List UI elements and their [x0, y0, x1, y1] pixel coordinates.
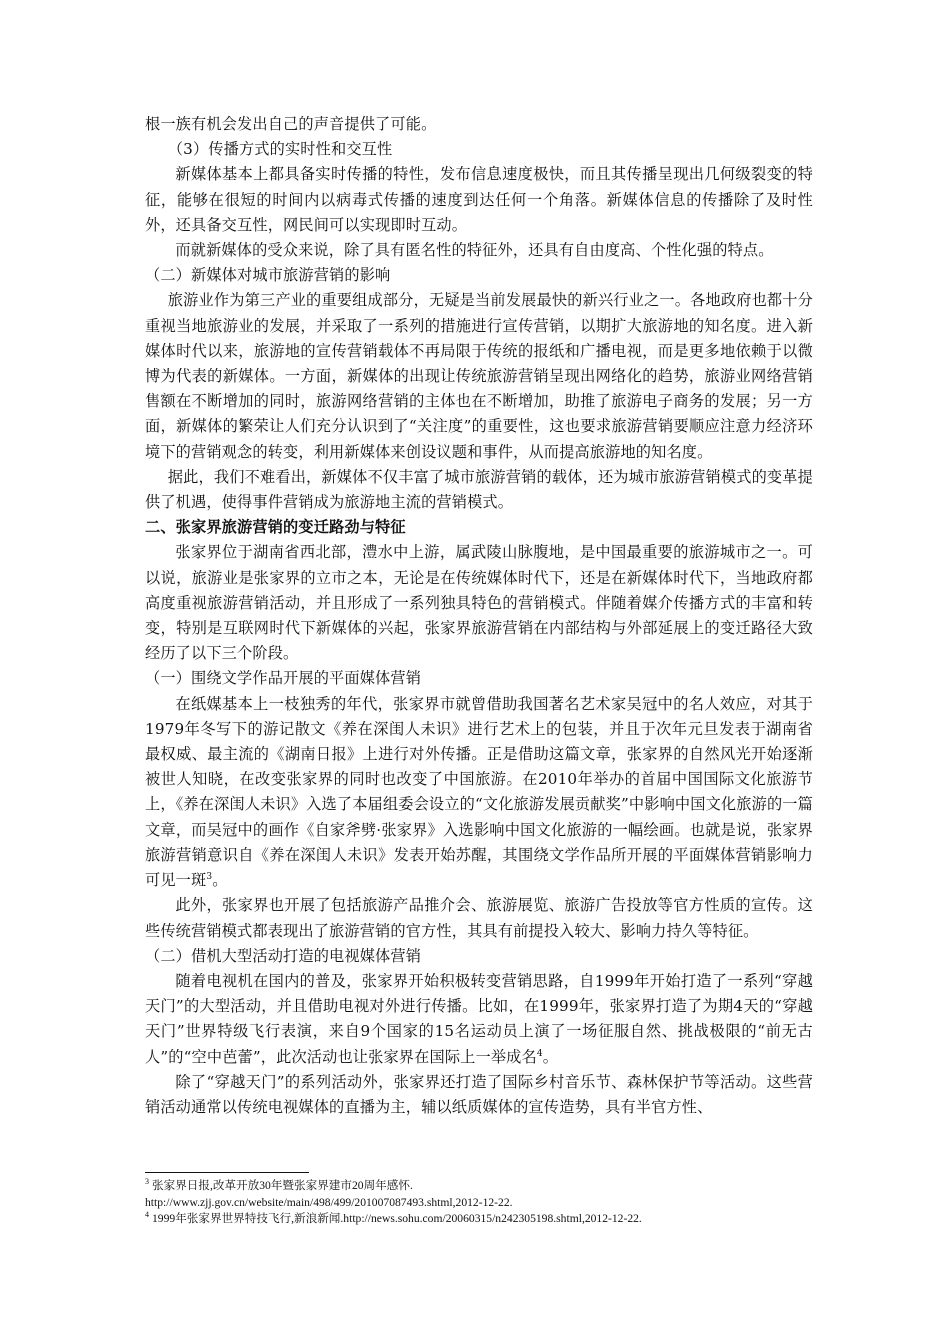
paragraph-realtime: 新媒体基本上都具备实时传播的特性，发布信息速度极快，而且其传播呈现出几何级裂变的特征，能够在很短的时间内以病毒式传播的速度到达任何一个角落。新媒体信息的传播除了及时性外，还具备交互性，网民间可以实现即时互动。	[145, 165, 813, 234]
section-heading-print-media: （一）围绕文学作品开展的平面媒体营销	[145, 669, 422, 688]
paragraph-continued: 根一族有机会发出自己的声音提供了可能。	[145, 115, 437, 133]
section-heading-new-media-impact: （二）新媒体对城市旅游营销的影响	[145, 266, 391, 285]
footnotes	[145, 1178, 813, 1228]
paragraph-tourism-industry: 旅游业作为第三产业的重要组成部分，无疑是当前发展最快的新兴行业之一。各地政府也都十分重视当地旅游业的发展，并采取了一系列的措施进行宣传营销，以期扩大旅游地的知名度。进入新媒体时代以来，旅游地的宣传营销载体不再局限于传统的报纸和广播电视，而是更多地依赖于以微博为代表的新媒体。一方面，新媒体的出现让传统旅游营销呈现出网络化的趋势，旅游业网络营销售额在不断增加的同时，旅游网络营销的主体也在不断增加，助推了旅游电子商务的发展；另一方面，新媒体的繁荣让人们充分认识到了“关注度”的重要性，这也要求旅游营销要顺应注意力经济环境下的营销观念的转变，利用新媒体来创设议题和事件，从而提高旅游地的知名度。	[145, 291, 813, 461]
paragraph-zhangjiajie-intro: 张家界位于湖南省西北部，澧水中上游，属武陵山脉腹地，是中国最重要的旅游城市之一。可以说，旅游业是张家界的立市之本，无论是在传统媒体时代下，还是在新媒体时代下，当地政府都高度重视旅游营销活动，并且形成了一系列独具特色的营销模式。伴随着媒介传播方式的丰富和转变，特别是互联网时代下新媒体的兴起，张家界旅游营销在内部结构与外部延展上的变迁路径大致经历了以下三个阶段。	[145, 543, 813, 663]
paragraph-official-promotion: 此外，张家界也开展了包括旅游产品推介会、旅游展览、旅游广告投放等官方性质的宣传。这些传统营销模式都表现出了旅游营销的官方性，其具有前提投入较大、影响力持久等特征。	[145, 896, 813, 940]
section-heading-tv-media: （二）借机大型活动打造的电视媒体营销	[145, 946, 422, 965]
footnote-divider	[145, 1172, 309, 1173]
paragraph-print-media	[145, 692, 813, 894]
paragraph-other-events: 除了“穿越天门”的系列活动外，张家界还打造了国际乡村音乐节、森林保护节等活动。这些营销活动通常以传统电视媒体的直播为主，辅以纸质媒体的宣传造势，具有半官方性、	[145, 1072, 813, 1116]
footnote-4-mark: 4	[145, 1210, 149, 1220]
footnote-ref-4[interactable]: 4	[536, 1048, 543, 1059]
paragraph-print-media-end: 。	[212, 871, 228, 890]
footnote-3	[145, 1178, 813, 1195]
footnote-4	[145, 1211, 813, 1228]
paragraph-conclusion: 据此，我们不难看出，新媒体不仅丰富了城市旅游营销的载体，还为城市旅游营销模式的变革提供了机遇，使得事件营销成为旅游地主流的营销模式。	[145, 467, 813, 512]
paragraph-audience: 而就新媒体的受众来说，除了具有匿名性的特征外，还具有自由度高、个性化强的特点。	[175, 241, 774, 260]
subheading-realtime-interactivity: （3）传播方式的实时性和交互性	[167, 140, 393, 159]
footnote-ref-3[interactable]: 3	[206, 872, 213, 883]
paragraph-tv-media	[145, 969, 813, 1070]
document-body	[145, 112, 813, 1120]
footnote-3-mark: 3	[145, 1177, 149, 1187]
paragraph-print-media-text: 在纸媒基本上一枝独秀的年代，张家界市就曾借助我国著名艺术家吴冠中的名人效应，对其于1979年冬写下的游记散文《养在深闺人未识》进行艺术上的包装，并且于次年元旦发表于湖南省最权威、最主流的《湖南日报》上进行对外传播。正是借助这篇文章，张家界的自然风光开始逐渐被世人知晓，在改变张家界的同时也改变了中国旅游。在2010年举办的首届中国国际文化旅游节上，《养在深闺人未识》入选了本届组委会设立的“文化旅游发展贡献奖”中影响中国文化旅游的一篇文章，而吴冠中的画作《自家斧劈·张家界》入选影响中国文化旅游的一幅绘画。也就是说，张家界旅游营销意识自《养在深闺人未识》发表开始苏醒，其围绕文学作品所开展的平面媒体营销影响力可见一斑	[145, 694, 813, 890]
footnote-4-source[interactable]: 1999年张家界世界特技飞行,新浪新闻.http://news.sohu.com/20060315/n242305198.shtml,2012-12-22.	[152, 1212, 642, 1226]
footnote-3-source: 张家界日报,改革开放30年暨张家界建市20周年感怀.	[152, 1179, 413, 1192]
chapter-heading-zhangjiajie: 二、张家界旅游营销的变迁路劲与特征	[145, 518, 406, 537]
paragraph-tv-media-text: 随着电视机在国内的普及，张家界开始积极转变营销思路，自1999年开始打造了一系列“穿越天门”的大型活动，并且借助电视对外进行传播。比如，在1999年，张家界打造了为期4天的“穿越天门”世界特级飞行表演，来自9个国家的15名运动员上演了一场征服自然、挑战极限的“前无古人”的“空中芭蕾”，此次活动也让张家界在国际上一举成名	[145, 971, 813, 1066]
paragraph-tv-media-end: 。	[542, 1047, 559, 1066]
footnote-3-url[interactable]: http://www.zjj.gov.cn/website/main/498/499/201007087493.shtml,2012-12-22.	[145, 1195, 513, 1209]
